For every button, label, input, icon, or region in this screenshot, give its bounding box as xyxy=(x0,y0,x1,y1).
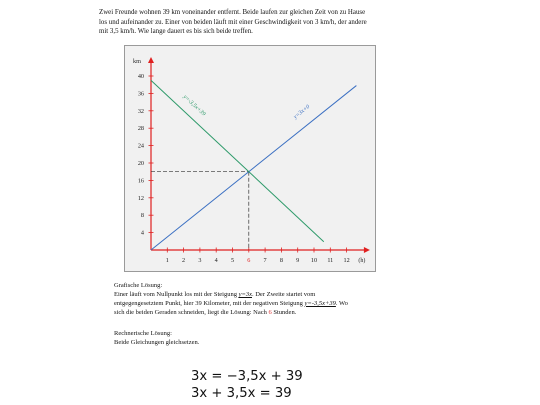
calculated-solution xyxy=(114,330,434,348)
series-line-1 xyxy=(151,86,356,250)
series-label: y=-3,5x+39 xyxy=(181,94,207,118)
y-tick-label: 20 xyxy=(137,160,144,167)
graphic-solution-line xyxy=(114,309,434,318)
y-tick-label: 12 xyxy=(137,194,144,202)
x-tick-label: 11 xyxy=(327,257,334,264)
x-tick-label: 1 xyxy=(165,257,169,264)
series-label: y=3x+0 xyxy=(292,104,312,121)
x-axis-arrow xyxy=(364,247,370,253)
y-tick-label: 32 xyxy=(137,107,144,115)
chart-svg xyxy=(125,46,375,271)
y-tick-label: 8 xyxy=(140,212,144,220)
y-tick-label: 36 xyxy=(137,90,144,98)
equation-1: 3x = −3,5x + 39 xyxy=(191,369,303,384)
x-tick-label: 5 xyxy=(230,257,235,264)
line-chart xyxy=(124,45,376,272)
x-tick-label: 4 xyxy=(214,257,218,264)
solution-value: 6 xyxy=(268,308,272,316)
text-run: sich die beiden Geraden schneiden, liegt die Lösung: Nach xyxy=(114,308,269,316)
y-axis-label: km xyxy=(133,58,141,65)
graphic-solution-line xyxy=(114,291,434,300)
x-axis-label: (h) xyxy=(358,258,366,264)
y-tick-label: 24 xyxy=(137,142,144,150)
series-line-2 xyxy=(151,80,324,241)
calc-solution-heading: Rechnerische Lösung: xyxy=(114,330,172,337)
x-tick-label: 8 xyxy=(279,257,283,264)
y-tick-label: 28 xyxy=(137,125,144,133)
text-run: Stunden. xyxy=(271,308,297,316)
problem-statement xyxy=(99,8,439,37)
negative-slope-equation: y=-3,5x+39 xyxy=(304,299,336,307)
graphic-solution-heading: Grafische Lösung: xyxy=(114,282,163,289)
x-tick-label: 2 xyxy=(182,257,186,264)
problem-line: los und aufeinander zu. Einer von beiden läuft mit einer Geschwindigkeit von 3 km/h, der andere xyxy=(99,18,367,26)
x-tick-label: 9 xyxy=(296,257,300,264)
graphic-solution-line xyxy=(114,300,434,309)
problem-line: Zwei Freunde wohnen 39 km voneinander entfernt. Beide laufen zur gleichen Zeit von zu Hause xyxy=(99,9,366,16)
slope-equation: y=3x xyxy=(238,290,252,298)
equation-2: 3x + 3,5x = 39 xyxy=(191,386,292,401)
problem-line: mit 3,5 km/h. Wie lange dauert es bis sich beide treffen. xyxy=(99,28,253,36)
text-run: Einer läuft vom Nullpunkt los mit der Steigung xyxy=(114,290,239,298)
x-tick-label: 12 xyxy=(343,257,350,264)
text-run: . Der Zweite startet vom xyxy=(251,290,316,298)
y-tick-label: 16 xyxy=(137,177,144,185)
x-tick-label: 10 xyxy=(310,257,318,264)
y-tick-label: 40 xyxy=(137,73,144,80)
x-tick-label: 6 xyxy=(247,257,251,264)
calc-solution-line: Beide Gleichungen gleichsetzen. xyxy=(114,338,200,346)
x-tick-label: 7 xyxy=(263,257,267,264)
x-tick-label: 3 xyxy=(198,257,202,264)
graphic-solution xyxy=(114,282,434,318)
text-run: entgegengesetztem Punkt, hier 39 Kilometer, mit der negativen Steigung xyxy=(114,299,305,307)
text-run: . Wo xyxy=(335,299,348,307)
y-axis-arrow xyxy=(148,57,154,63)
y-tick-label: 4 xyxy=(140,229,144,237)
